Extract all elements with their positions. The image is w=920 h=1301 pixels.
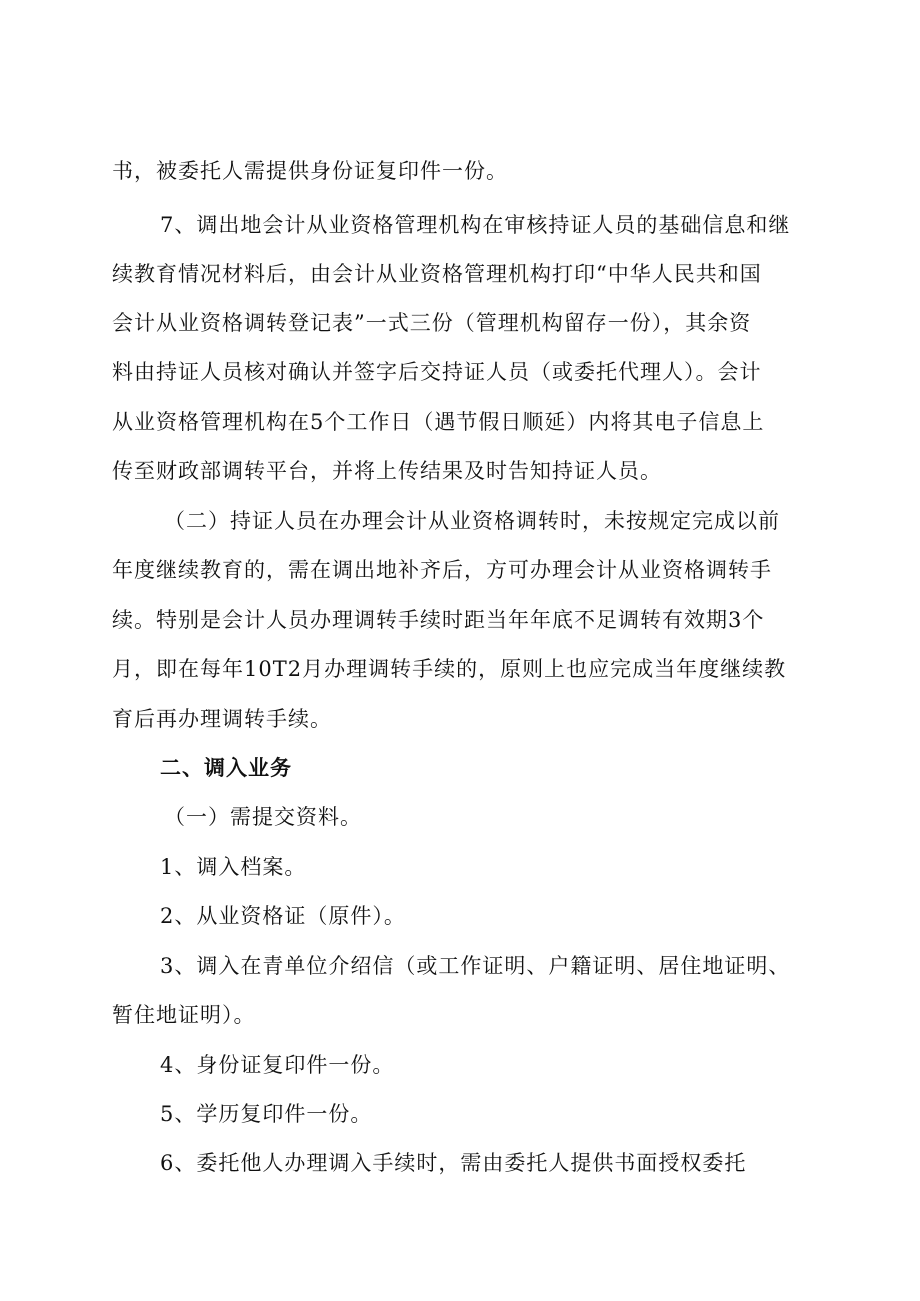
list-item	[0, 853, 920, 881]
line-text: 从业资格管理机构在5个工作日（遇节假日顺延）内将其电子信息上	[112, 410, 765, 434]
list-item	[0, 1149, 920, 1177]
line-text: （二）持证人员在办理会计从业资格调转时，未按规定完成以前	[164, 509, 780, 533]
list-item	[0, 902, 920, 930]
line-text: 年度继续教育的，需在调出地补齐后，方可办理会计从业资格调转手	[112, 558, 772, 582]
paragraph-line	[0, 358, 920, 386]
paragraph-line	[0, 457, 920, 485]
paragraph-line	[0, 1001, 920, 1029]
line-text: 6、委托他人办理调入手续时，需由委托人提供书面授权委托	[160, 1151, 747, 1175]
paragraph-line	[0, 556, 920, 584]
line-text: 4、身份证复印件一份。	[160, 1053, 395, 1077]
list-item	[0, 1100, 920, 1128]
paragraph-line	[0, 408, 920, 436]
paragraph-line	[0, 803, 920, 831]
line-text: 料由持证人员核对确认并签字后交持证人员（或委托代理人）。会计	[112, 360, 762, 384]
line-text: 会计从业资格调转登记表”一式三份（管理机构留存一份），其余资	[112, 311, 752, 335]
list-item	[0, 952, 920, 980]
paragraph-line	[0, 260, 920, 288]
line-text: 书，被委托人需提供身份证复印件一份。	[112, 159, 508, 183]
line-text: （一）需提交资料。	[164, 805, 362, 829]
line-text: 5、学历复印件一份。	[160, 1102, 373, 1126]
paragraph-line	[0, 606, 920, 634]
paragraph-line	[0, 705, 920, 733]
paragraph-line	[0, 507, 920, 535]
paragraph-line	[0, 309, 920, 337]
line-text: 续。特别是会计人员办理调转手续时距当年年底不足调转有效期3个	[112, 608, 765, 632]
line-text: 传至财政部调转平台，并将上传结果及时告知持证人员。	[112, 459, 662, 483]
line-text: 2、从业资格证（原件）。	[160, 904, 406, 928]
line-text: 3、调入在青单位介绍信（或工作证明、户籍证明、居住地证明、	[160, 954, 791, 978]
line-text: 7、调出地会计从业资格管理机构在审核持证人员的基础信息和继	[160, 213, 791, 237]
list-item	[0, 1051, 920, 1079]
section-heading	[0, 754, 920, 782]
paragraph-line	[0, 157, 920, 185]
line-text: 续教育情况材料后，由会计从业资格管理机构打印“中华人民共和国	[112, 262, 762, 286]
line-text: 育后再办理调转手续。	[112, 707, 332, 731]
paragraph-line	[0, 211, 920, 239]
line-text: 暂住地证明）。	[112, 1003, 256, 1027]
paragraph-line	[0, 655, 920, 683]
section-heading-text: 二、调入业务	[160, 755, 292, 780]
line-text: 1、调入档案。	[160, 855, 307, 879]
line-text: 月，即在每年10T2月办理调转手续的，原则上也应完成当年度继续教	[112, 657, 787, 681]
